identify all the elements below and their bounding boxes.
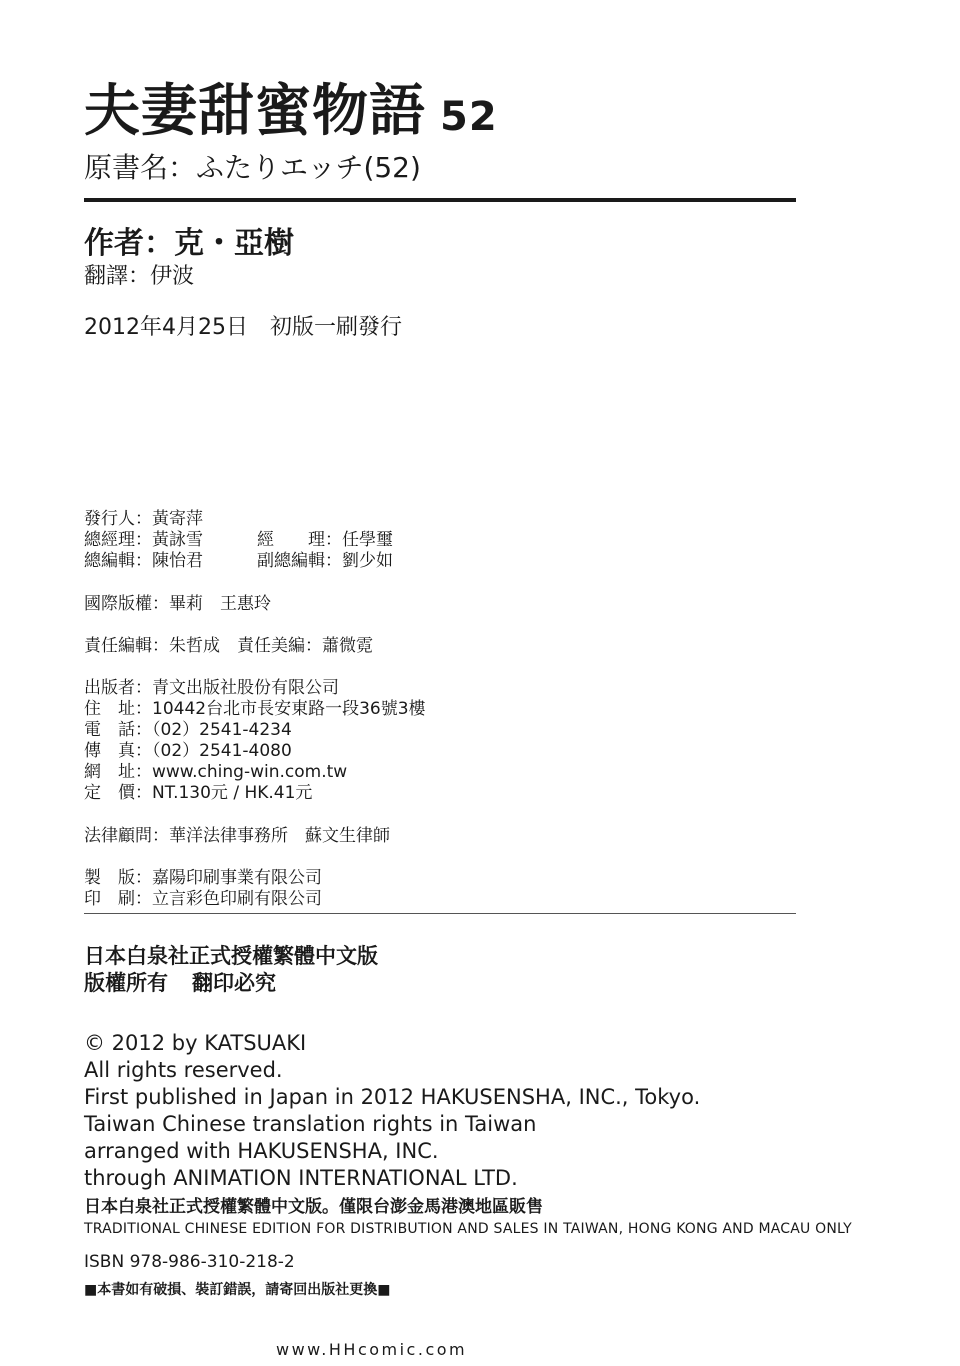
staff-entry: 總經理：黃詠雪 bbox=[84, 530, 203, 550]
book-title-text: 夫妻甜蜜物語 bbox=[84, 79, 426, 144]
publisher-info bbox=[84, 678, 426, 804]
copyright-line: © 2012 by KATSUAKI bbox=[84, 1031, 307, 1055]
copyright-line: All rights reserved. bbox=[84, 1058, 283, 1082]
printing-line: 印 刷：立言彩色印刷有限公司 bbox=[84, 889, 322, 909]
original-title: 原書名：ふたりエッチ(52) bbox=[84, 151, 421, 184]
international-rights-staff: 國際版權：畢莉 王惠玲 bbox=[84, 594, 271, 614]
printing-info bbox=[84, 868, 322, 910]
volume-number: 52 bbox=[440, 94, 498, 140]
legal-counsel: 法律顧問：華洋法律事務所 蘇文生律師 bbox=[84, 826, 390, 846]
distribution-notice-zh: 日本白泉社正式授權繁體中文版。僅限台澎金馬港澳地區販售 bbox=[84, 1197, 543, 1217]
staff-entry: 總編輯：陳怡君 bbox=[84, 551, 203, 571]
title-divider bbox=[84, 198, 796, 202]
copyright-line: Taiwan Chinese translation rights in Taiwan bbox=[84, 1112, 537, 1136]
responsible-editors: 責任編輯：朱哲成 責任美編：蕭微霓 bbox=[84, 636, 373, 656]
rights-line: 日本白泉社正式授權繁體中文版 bbox=[84, 943, 378, 968]
staff-row bbox=[84, 551, 393, 572]
staff-block bbox=[84, 509, 393, 572]
translator-credit: 翻譯：伊波 bbox=[84, 264, 195, 289]
isbn: ISBN 978-986-310-218-2 bbox=[84, 1252, 295, 1272]
rights-line: 版權所有 翻印必究 bbox=[84, 970, 276, 995]
watermark: www.HHcomic.com bbox=[276, 1340, 468, 1359]
publisher-line: 電 話：（02）2541-4234 bbox=[84, 720, 292, 740]
english-copyright bbox=[84, 1030, 700, 1192]
staff-entry: 發行人：黃寄萍 bbox=[84, 509, 203, 529]
author-credit: 作者：克・亞樹 bbox=[84, 226, 294, 261]
rights-notice bbox=[84, 942, 378, 996]
damage-notice: ■本書如有破損、裝訂錯誤，請寄回出版社更換■ bbox=[84, 1282, 391, 1298]
section-divider bbox=[84, 913, 796, 914]
copyright-line: First published in Japan in 2012 HAKUSENSHA, INC., Tokyo. bbox=[84, 1085, 701, 1109]
copyright-line: through ANIMATION INTERNATIONAL LTD. bbox=[84, 1166, 518, 1190]
staff-row bbox=[84, 530, 393, 551]
publisher-line: 出版者：青文出版社股份有限公司 bbox=[84, 678, 339, 698]
staff-entry: 副總編輯：劉少如 bbox=[257, 551, 393, 571]
book-title bbox=[84, 80, 498, 149]
copyright-line: arranged with HAKUSENSHA, INC. bbox=[84, 1139, 439, 1163]
distribution-notice-en: TRADITIONAL CHINESE EDITION FOR DISTRIBUTION AND SALES IN TAIWAN, HONG KONG AND MACAU ONLY bbox=[84, 1221, 852, 1237]
edition-date: 2012年4月25日 初版一刷發行 bbox=[84, 315, 402, 340]
printing-line: 製 版：嘉陽印刷事業有限公司 bbox=[84, 868, 322, 888]
publisher-line: 傳 真：（02）2541-4080 bbox=[84, 741, 292, 761]
publisher-line: 住 址：10442台北市長安東路一段36號3樓 bbox=[84, 699, 426, 719]
publisher-line: 定 價：NT.130元 / HK.41元 bbox=[84, 783, 313, 803]
staff-row bbox=[84, 509, 393, 530]
publisher-line: 網 址：www.ching-win.com.tw bbox=[84, 762, 348, 782]
staff-entry: 經 理：任學璽 bbox=[257, 530, 393, 550]
